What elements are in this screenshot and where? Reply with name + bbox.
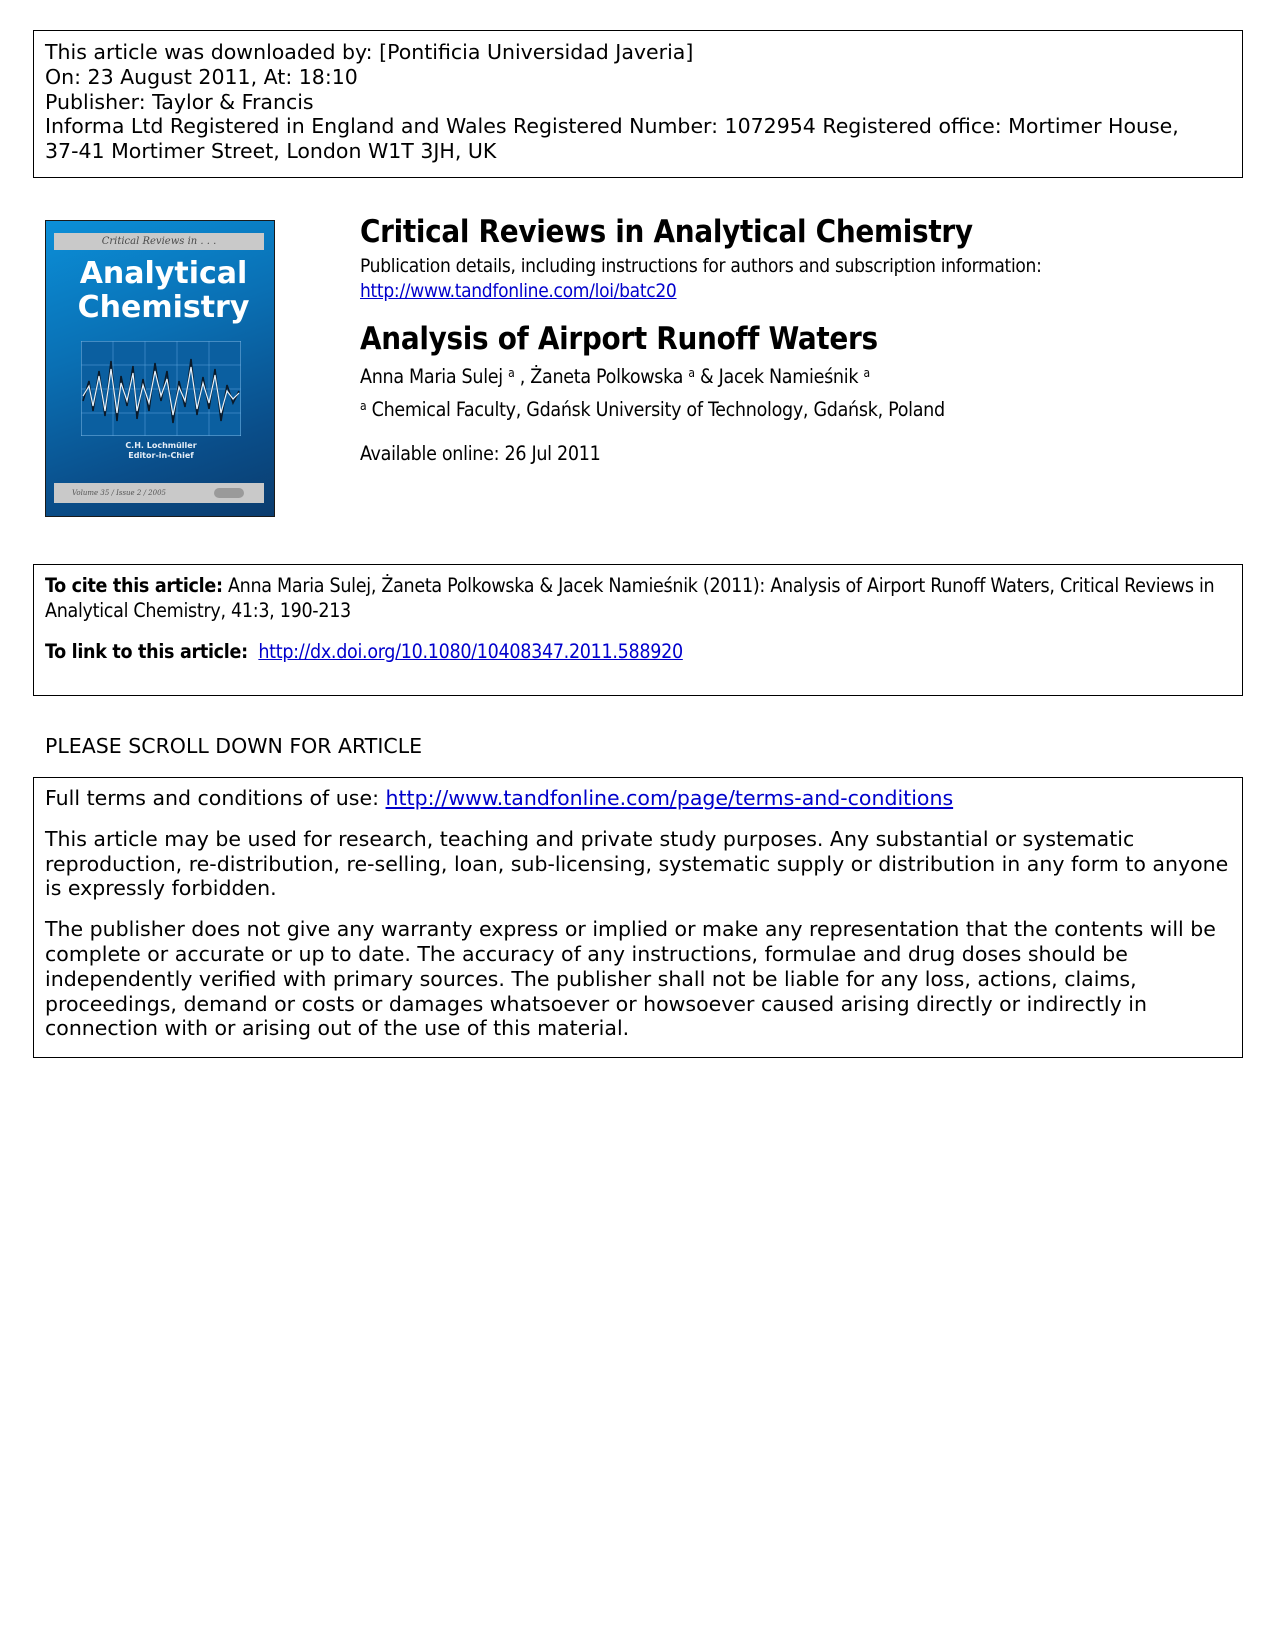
scroll-down-notice: PLEASE SCROLL DOWN FOR ARTICLE [45, 734, 423, 758]
journal-title: Critical Reviews in Analytical Chemistry [360, 214, 973, 250]
affiliation [360, 397, 945, 423]
cover-editor-name: C.H. Lochmüller [125, 441, 197, 450]
author-affiliation-mark: a [688, 366, 695, 380]
cover-chromatogram-graphic [81, 341, 241, 436]
cover-editor [46, 441, 275, 461]
author-separator: & [694, 365, 719, 388]
cover-issue-band: Volume 35 / Issue 2 / 2005 [54, 483, 264, 503]
author-list [360, 364, 870, 390]
doi-link[interactable]: http://dx.doi.org/10.1080/10408347.2011.588920 [258, 640, 683, 663]
cover-series-band: Critical Reviews in . . . [54, 233, 264, 250]
download-date-line: On: 23 August 2011, At: 18:10 [45, 64, 358, 89]
terms-heading [45, 786, 1231, 811]
cover-editor-role: Editor-in-Chief [128, 451, 194, 460]
article-title: Analysis of Airport Runoff Waters [360, 321, 878, 357]
publisher-logo-icon [214, 488, 244, 498]
article-link-row [45, 639, 1231, 664]
address-line: 37-41 Mortimer Street, London W1T 3JH, UK [45, 139, 497, 164]
citation-text [45, 573, 1231, 623]
terms-link[interactable]: http://www.tandfonline.com/page/terms-and-conditions [385, 786, 954, 810]
registration-line: Informa Ltd Registered in England and Wales Registered Number: 1072954 Registered office: Mortimer House, [45, 114, 1179, 139]
journal-cover-image [45, 220, 275, 517]
terms-paragraph-usage: This article may be used for research, teaching and private study purposes. Any substantial or systematic reproduction, re-distribution, re-selling, loan, sub-licensing, systematic supply or distribution in any form to anyone is expressly forbidden. [45, 826, 1229, 901]
download-notice-line: This article was downloaded by: [Pontificia Universidad Javeria] [45, 40, 694, 64]
cover-title-line1: Analytical [79, 256, 248, 291]
author-separator: , [514, 365, 531, 388]
download-notice-box [33, 30, 1243, 178]
author-affiliation-mark: a [508, 366, 515, 380]
terms-box [33, 777, 1243, 1058]
publisher-line: Publisher: Taylor & Francis [45, 89, 314, 114]
link-label: To link to this article: [45, 640, 248, 663]
cite-body: Anna Maria Sulej, Żaneta Polkowska & Jacek Namieśnik (2011): Analysis of Airport Runoff Waters, Critical Reviews in Analytical Chemistry, 41:3, 190-213 [45, 574, 1215, 622]
citation-box [33, 564, 1243, 696]
author-name: Anna Maria Sulej [360, 365, 503, 388]
journal-link[interactable]: http://www.tandfonline.com/loi/batc20 [360, 280, 677, 302]
affiliation-mark: a [360, 399, 367, 413]
author-name: Jacek Namieśnik [718, 365, 859, 388]
publication-details: Publication details, including instructions for authors and subscription information: [360, 255, 1042, 277]
available-online-date: Available online: 26 Jul 2011 [360, 442, 601, 465]
terms-label: Full terms and conditions of use: [45, 786, 379, 810]
affiliation-text: Chemical Faculty, Gdańsk University of Technology, Gdańsk, Poland [371, 398, 945, 421]
author-affiliation-mark: a [863, 366, 870, 380]
terms-paragraph-disclaimer: The publisher does not give any warranty express or implied or make any representation that the contents will be complete or accurate or up to date. The accuracy of any instructions, formulae and drug doses should be independently verified with primary sources. The publisher shall not be liable for any loss, actions, claims, proceedings, demand or costs or damages whatsoever or howsoever caused arising directly or indirectly in connection with or arising out of the use of this material. [45, 917, 1216, 1041]
cover-title [56, 257, 271, 325]
cover-title-line2: Chemistry [77, 290, 250, 325]
cite-label: To cite this article: [45, 574, 223, 597]
author-name: Żaneta Polkowska [530, 365, 684, 388]
